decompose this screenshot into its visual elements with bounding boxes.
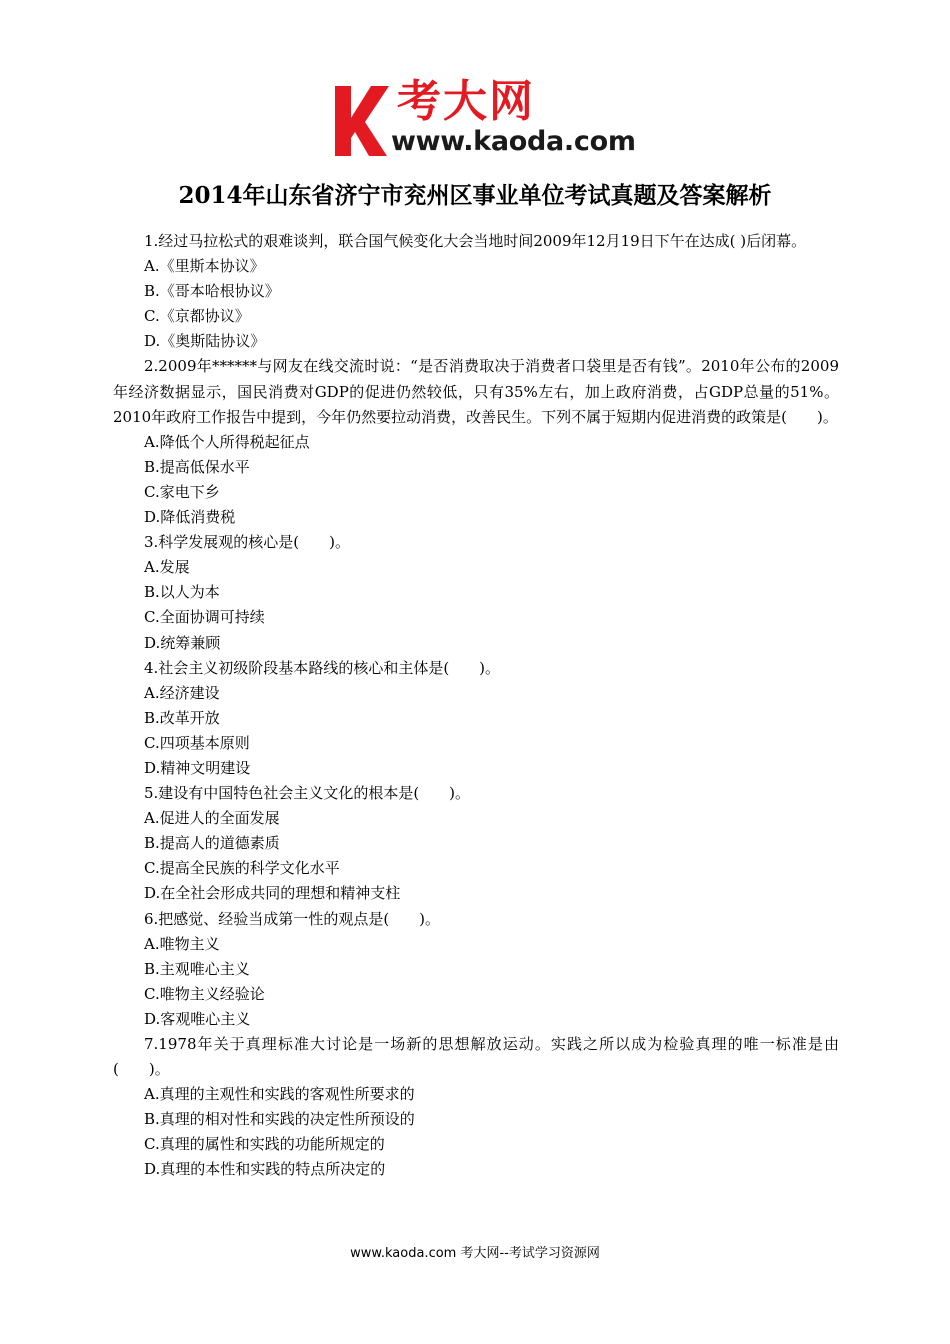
question-line: 4.社会主义初级阶段基本路线的核心和主体是( )。: [144, 658, 501, 677]
question-line: C.《京都协议》: [144, 307, 250, 326]
question-line: C.家电下乡: [144, 482, 220, 501]
question-line: 1.经过马拉松式的艰难谈判，联合国气候变化大会当地时间2009年12月19日下午在达成( )后闭幕。: [144, 232, 807, 250]
question-line: 5.建设有中国特色社会主义文化的根本是( )。: [144, 784, 471, 803]
logo-site-name: 考大网: [397, 76, 535, 127]
question-line: B.《哥本哈根协议》: [144, 282, 280, 301]
question-list: [113, 229, 839, 1183]
question-line: A.《里斯本协议》: [144, 257, 265, 276]
question-line: B.以人为本: [144, 583, 220, 602]
question-line: A.真理的主观性和实践的客观性所要求的: [144, 1085, 415, 1104]
question-line: D.降低消费税: [144, 508, 236, 527]
question-line: D.在全社会形成共同的理想和精神支柱: [144, 884, 401, 903]
question-line: D.《奥斯陆协议》: [144, 332, 266, 351]
question-line: C.真理的属性和实践的功能所规定的: [144, 1135, 385, 1154]
question-line: C.唯物主义经验论: [144, 984, 265, 1003]
question-line: 7.1978年关于真理标准大讨论是一场新的思想解放运动。实践之所以成为检验真理的唯一标准是由( )。: [113, 1035, 839, 1079]
question-line: A.促进人的全面发展: [144, 809, 280, 828]
question-line: 2.2009年******与网友在线交流时说：“是否消费取决于消费者口袋里是否有钱”。2010年公布的2009年经济数据显示，国民消费对GDP的促进仍然较低，只有35%左右，加上政府消费，占GDP总量的51%。2010年政府工作报告中提到，今年仍然要拉动消费，改善民生。下列不属于短期内促进消费的政策是( )。: [113, 357, 839, 426]
question-line: B.改革开放: [144, 708, 220, 727]
question-line: A.降低个人所得税起征点: [144, 432, 310, 451]
question-line: C.提高全民族的科学文化水平: [144, 859, 340, 878]
question-line: A.发展: [144, 558, 190, 577]
question-line: 3.科学发展观的核心是( )。: [144, 533, 351, 552]
question-line: D.真理的本性和实践的特点所决定的: [144, 1160, 386, 1179]
question-line: C.全面协调可持续: [144, 608, 265, 627]
question-line: D.精神文明建设: [144, 758, 251, 777]
question-line: A.唯物主义: [144, 934, 220, 953]
question-line: D.统筹兼顾: [144, 633, 221, 652]
question-line: D.客观唯心主义: [144, 1009, 251, 1028]
logo-url: www.kaoda.com: [391, 126, 636, 157]
kaoda-logo: [333, 76, 653, 160]
question-line: B.真理的相对性和实践的决定性所预设的: [144, 1110, 415, 1129]
k-logo-icon: [333, 76, 397, 160]
question-line: C.四项基本原则: [144, 733, 250, 752]
question-line: A.经济建设: [144, 683, 220, 702]
page-footer: www.kaoda.com 考大网--考试学习资源网: [350, 1246, 600, 1261]
question-line: B.提高人的道德素质: [144, 834, 280, 853]
document-title: 2014年山东省济宁市兖州区事业单位考试真题及答案解析: [178, 182, 772, 209]
question-line: B.提高低保水平: [144, 457, 250, 476]
question-line: B.主观唯心主义: [144, 959, 250, 978]
question-line: 6.把感觉、经验当成第一性的观点是( )。: [144, 909, 441, 928]
